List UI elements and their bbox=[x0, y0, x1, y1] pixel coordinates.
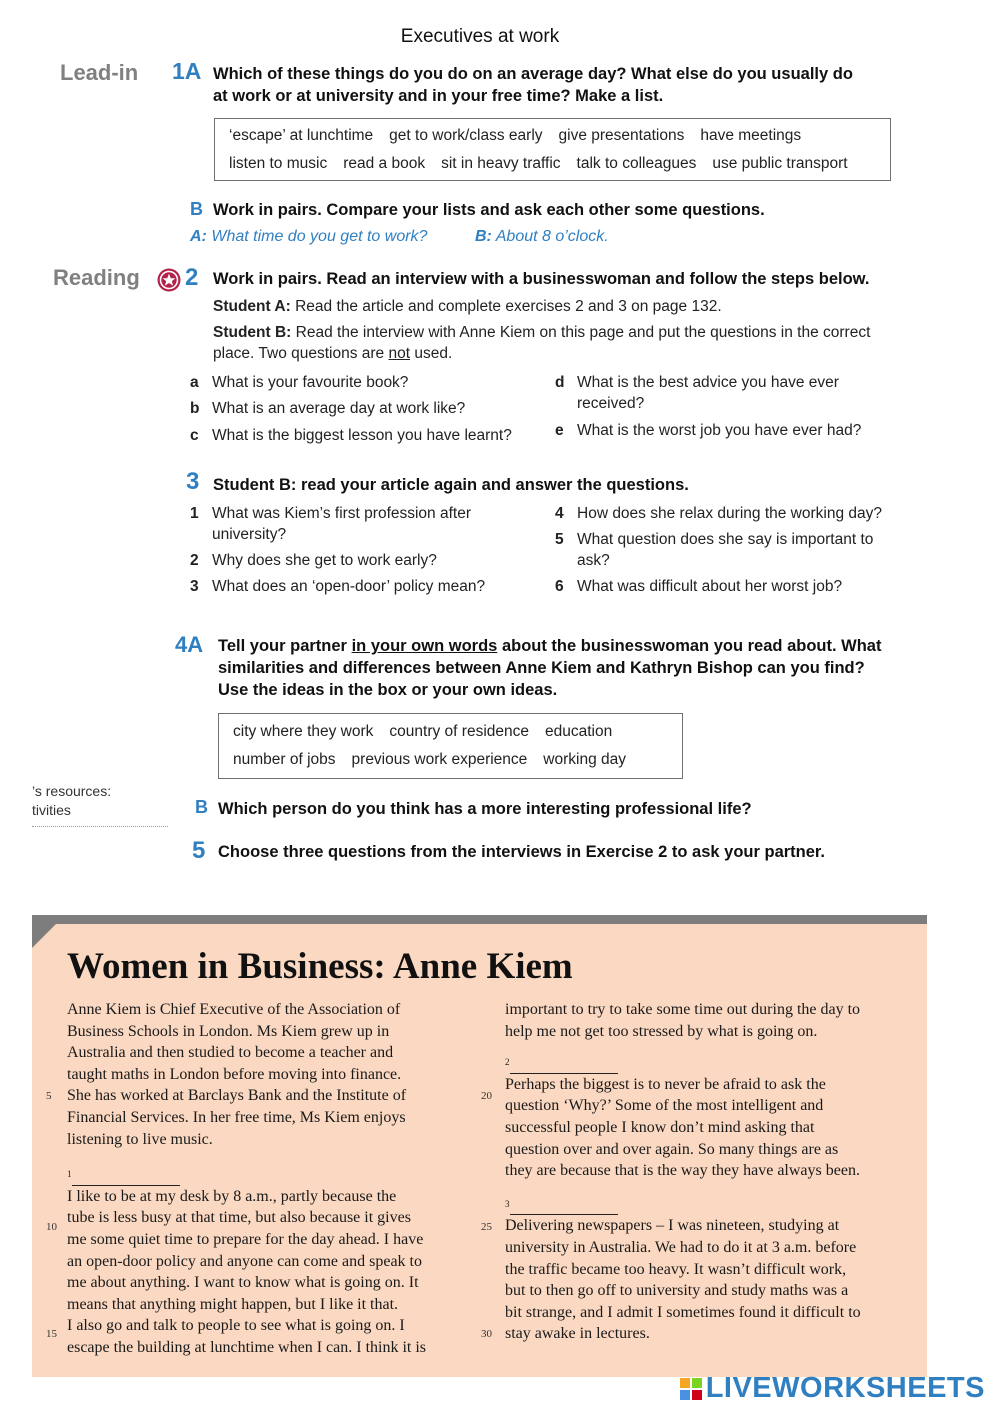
exercise-4a-underlined: in your own words bbox=[351, 637, 498, 655]
word-box-item: have meetings bbox=[700, 127, 802, 144]
article-line: means that anything might happen, but I like it that. bbox=[67, 1295, 399, 1313]
article-line: Australia and then studied to become a teacher and bbox=[67, 1044, 394, 1062]
article-panel bbox=[32, 915, 927, 1377]
option-b bbox=[190, 398, 465, 419]
article-line: I also go and talk to people to see what is going on. I bbox=[67, 1317, 405, 1335]
ideas-word-box bbox=[218, 713, 683, 779]
exercise-4a-question bbox=[218, 635, 898, 701]
option-e bbox=[555, 420, 861, 441]
gap-number: 2 bbox=[505, 1057, 510, 1068]
line-number: 5 bbox=[46, 1090, 52, 1102]
word-box-row bbox=[229, 122, 876, 150]
article-line: question over and over again. So many things are as bbox=[505, 1140, 839, 1158]
dialog-b-label: B: bbox=[475, 228, 492, 245]
article-line: listening to live music. bbox=[67, 1130, 213, 1148]
logo-square bbox=[680, 1390, 690, 1400]
reading-label: Reading bbox=[53, 265, 140, 290]
exercise-4b-question: Which person do you think has a more interesting professional life? bbox=[218, 800, 752, 818]
question-number: 4 bbox=[555, 505, 564, 522]
dialog-b-text: About 8 o’clock. bbox=[495, 228, 609, 245]
word-box-row bbox=[233, 746, 668, 774]
idea-box-item: number of jobs bbox=[233, 751, 336, 768]
article-line: tube is less busy at that time, but also because it gives bbox=[67, 1209, 411, 1227]
article-line: She has worked at Barclays Bank and the Institute of bbox=[67, 1087, 407, 1105]
gap-2-input[interactable] bbox=[510, 1061, 618, 1074]
idea-box-item: working day bbox=[543, 751, 627, 768]
article-line: successful people I know don’t mind asking that bbox=[505, 1118, 815, 1136]
divider bbox=[32, 826, 168, 827]
resources-line: tivities bbox=[32, 802, 71, 818]
line-number: 15 bbox=[46, 1328, 57, 1340]
option-text: What is your favourite book? bbox=[212, 374, 409, 391]
resources-line: ’s resources: bbox=[32, 783, 112, 799]
word-box-item: ‘escape’ at lunchtime bbox=[229, 127, 374, 144]
question-number: 2 bbox=[190, 552, 199, 569]
exercise-4a-text-post: about the businesswoman you read about. What similarities and differences between Anne Kiem and Kathryn Bishop can you find? Use the ideas in the box or your own ideas. bbox=[218, 637, 882, 699]
article-line: they are because that is the way they have always been. bbox=[505, 1162, 860, 1180]
article-answer-3 bbox=[505, 1215, 900, 1345]
article-line: question ‘Why?’ Some of the most intelligent and bbox=[505, 1097, 824, 1115]
article-line: the traffic became too heavy. It wasn’t difficult work, bbox=[505, 1260, 847, 1278]
student-a-instruction bbox=[213, 296, 722, 317]
line-number: 25 bbox=[481, 1221, 492, 1233]
article-line: I like to be at my desk by 8 a.m., partly because the bbox=[67, 1187, 397, 1205]
answer-gap-1 bbox=[67, 1164, 462, 1186]
question-number: 6 bbox=[555, 578, 564, 595]
article-line: an open-door policy and anyone can come and speak to bbox=[67, 1252, 422, 1270]
dialog-a bbox=[190, 228, 427, 246]
article-answer-1-continued bbox=[505, 999, 900, 1042]
student-b-text: Read the interview with Anne Kiem on this page and put the questions in the correct place. Two questions are bbox=[213, 324, 871, 362]
idea-box-item: education bbox=[545, 723, 613, 740]
article-line: help me not get too stressed by what is going on. bbox=[505, 1022, 818, 1040]
exercise-2-question: Work in pairs. Read an interview with a businesswoman and follow the steps below. bbox=[213, 270, 870, 288]
word-box-item: talk to colleagues bbox=[576, 155, 697, 172]
question-number: 1 bbox=[190, 505, 199, 522]
option-text: What is the worst job you have ever had? bbox=[577, 422, 862, 439]
student-a-text: Read the article and complete exercises 2 and 3 on page 132. bbox=[295, 298, 722, 315]
gap-number: 1 bbox=[67, 1169, 72, 1180]
question-text: How does she relax during the working day? bbox=[577, 505, 883, 522]
exercise-2-number: 2 bbox=[185, 264, 199, 291]
word-box-row bbox=[233, 718, 668, 746]
logo-mark-icon bbox=[680, 1378, 702, 1400]
dialog-a-text: What time do you get to work? bbox=[211, 228, 428, 245]
word-box-item: give presentations bbox=[558, 127, 685, 144]
option-text: What is the biggest lesson you have learnt? bbox=[212, 427, 512, 444]
exercise-1a-question: Which of these things do you do on an average day? What else do you usually do at work or at university and in your free time? Make a list. bbox=[213, 65, 853, 105]
line-number: 10 bbox=[46, 1221, 57, 1233]
article-line: Business Schools in London. Ms Kiem grew up in bbox=[67, 1022, 390, 1040]
article-line: me some quiet time to prepare for the day ahead. I have bbox=[67, 1230, 424, 1248]
option-text: What is the best advice you have ever received? bbox=[577, 374, 839, 412]
word-box-item: sit in heavy traffic bbox=[441, 155, 561, 172]
resources-note bbox=[32, 782, 111, 820]
word-box-item: use public transport bbox=[712, 155, 848, 172]
option-d bbox=[555, 372, 875, 414]
question-text: What question does she say is important to ask? bbox=[577, 531, 874, 569]
exercise-5-instruction: Choose three questions from the interviews in Exercise 2 to ask your partner. bbox=[218, 843, 826, 861]
article-line: escape the building at lunchtime when I can. I think it is bbox=[67, 1338, 427, 1356]
answer-gap-3 bbox=[505, 1194, 900, 1216]
exercise-4b-letter: B bbox=[195, 797, 208, 817]
exercise-1a-number: 1A bbox=[172, 58, 202, 84]
question-text: Why does she get to work early? bbox=[212, 552, 437, 569]
word-box-item: read a book bbox=[343, 155, 426, 172]
option-c bbox=[190, 425, 512, 446]
article-right-column bbox=[505, 999, 900, 1345]
exercise-5-number: 5 bbox=[192, 837, 206, 864]
question-text: What was difficult about her worst job? bbox=[577, 578, 843, 595]
question-5 bbox=[555, 529, 877, 571]
exercise-4a-text-pre: Tell your partner bbox=[218, 637, 347, 655]
option-letter: e bbox=[555, 422, 564, 439]
dialog-a-label: A: bbox=[190, 228, 207, 245]
article-line: taught maths in London before moving into finance. bbox=[67, 1065, 402, 1083]
page-title: Executives at work bbox=[400, 26, 560, 47]
student-b-instruction bbox=[213, 322, 873, 364]
student-b-label: Student B: bbox=[213, 324, 292, 341]
logo-square bbox=[692, 1378, 702, 1388]
article-line: Perhaps the biggest is to never be afraid to ask the bbox=[505, 1075, 826, 1093]
exercise-1b-letter: B bbox=[190, 199, 203, 219]
word-box-item: listen to music bbox=[229, 155, 328, 172]
question-number: 5 bbox=[555, 531, 564, 548]
option-letter: c bbox=[190, 427, 199, 444]
exercise-1b-instruction: Work in pairs. Compare your lists and ask each other some questions. bbox=[213, 201, 765, 219]
dialog-b bbox=[475, 228, 609, 246]
article-answer-1 bbox=[67, 1186, 462, 1359]
logo-text: LIVEWORKSHEETS bbox=[705, 1372, 985, 1404]
exercise-3-question: Student B: read your article again and answer the questions. bbox=[213, 476, 689, 494]
article-line: Financial Services. In her free time, Ms Kiem enjoys bbox=[67, 1108, 406, 1126]
article-line: stay awake in lectures. bbox=[505, 1325, 650, 1343]
logo-square bbox=[692, 1390, 702, 1400]
option-letter: d bbox=[555, 374, 565, 391]
option-text: What is an average day at work like? bbox=[212, 400, 466, 417]
option-a bbox=[190, 372, 408, 393]
article-line: Anne Kiem is Chief Executive of the Association of bbox=[67, 1001, 401, 1018]
question-2 bbox=[190, 550, 437, 571]
question-3 bbox=[190, 576, 485, 597]
question-6 bbox=[555, 576, 842, 597]
activity-word-box bbox=[214, 118, 891, 181]
exercise-4a-number: 4A bbox=[175, 632, 204, 657]
idea-box-item: city where they work bbox=[233, 723, 374, 740]
article-line: university in Australia. We had to do it at 3 a.m. before bbox=[505, 1238, 857, 1256]
gap-1-input[interactable] bbox=[72, 1173, 180, 1186]
article-corner bbox=[32, 915, 65, 948]
answer-gap-2 bbox=[505, 1052, 900, 1074]
option-letter: a bbox=[190, 374, 199, 391]
article-line: Delivering newspapers – I was nineteen, studying at bbox=[505, 1217, 840, 1235]
line-number: 30 bbox=[481, 1328, 492, 1340]
student-a-label: Student A: bbox=[213, 298, 291, 315]
article-line: important to try to take some time out during the day to bbox=[505, 1001, 861, 1018]
star-icon bbox=[157, 268, 181, 292]
article-line: but to then go off to university and study maths was a bbox=[505, 1282, 849, 1300]
question-text: What does an ‘open-door’ policy mean? bbox=[212, 578, 486, 595]
article-answer-2 bbox=[505, 1074, 900, 1182]
article-top-bar bbox=[32, 915, 927, 924]
word-box-item: get to work/class early bbox=[389, 127, 543, 144]
exercise-3-number: 3 bbox=[186, 468, 200, 495]
word-box-row bbox=[229, 150, 876, 178]
question-text: What was Kiem’s first profession after university? bbox=[212, 505, 471, 543]
gap-number: 3 bbox=[505, 1198, 510, 1209]
article-left-column bbox=[67, 999, 462, 1359]
line-number: 20 bbox=[481, 1090, 492, 1102]
student-b-used: used. bbox=[414, 345, 453, 362]
idea-box-item: previous work experience bbox=[351, 751, 528, 768]
question-4 bbox=[555, 503, 882, 524]
idea-box-item: country of residence bbox=[389, 723, 529, 740]
article-line: bit strange, and I admit I sometimes found it difficult to bbox=[505, 1303, 861, 1321]
student-b-not: not bbox=[388, 345, 411, 362]
logo-square bbox=[680, 1378, 690, 1388]
option-letter: b bbox=[190, 400, 200, 417]
article-line: me about anything. I want to know what is going on. It bbox=[67, 1274, 419, 1292]
article-title: Women in Business: Anne Kiem bbox=[67, 946, 573, 987]
liveworksheets-logo[interactable] bbox=[680, 1372, 985, 1405]
leadin-label: Lead-in bbox=[60, 60, 139, 85]
question-1 bbox=[190, 503, 502, 545]
gap-3-input[interactable] bbox=[510, 1202, 618, 1215]
question-number: 3 bbox=[190, 578, 199, 595]
article-intro bbox=[67, 999, 462, 1150]
